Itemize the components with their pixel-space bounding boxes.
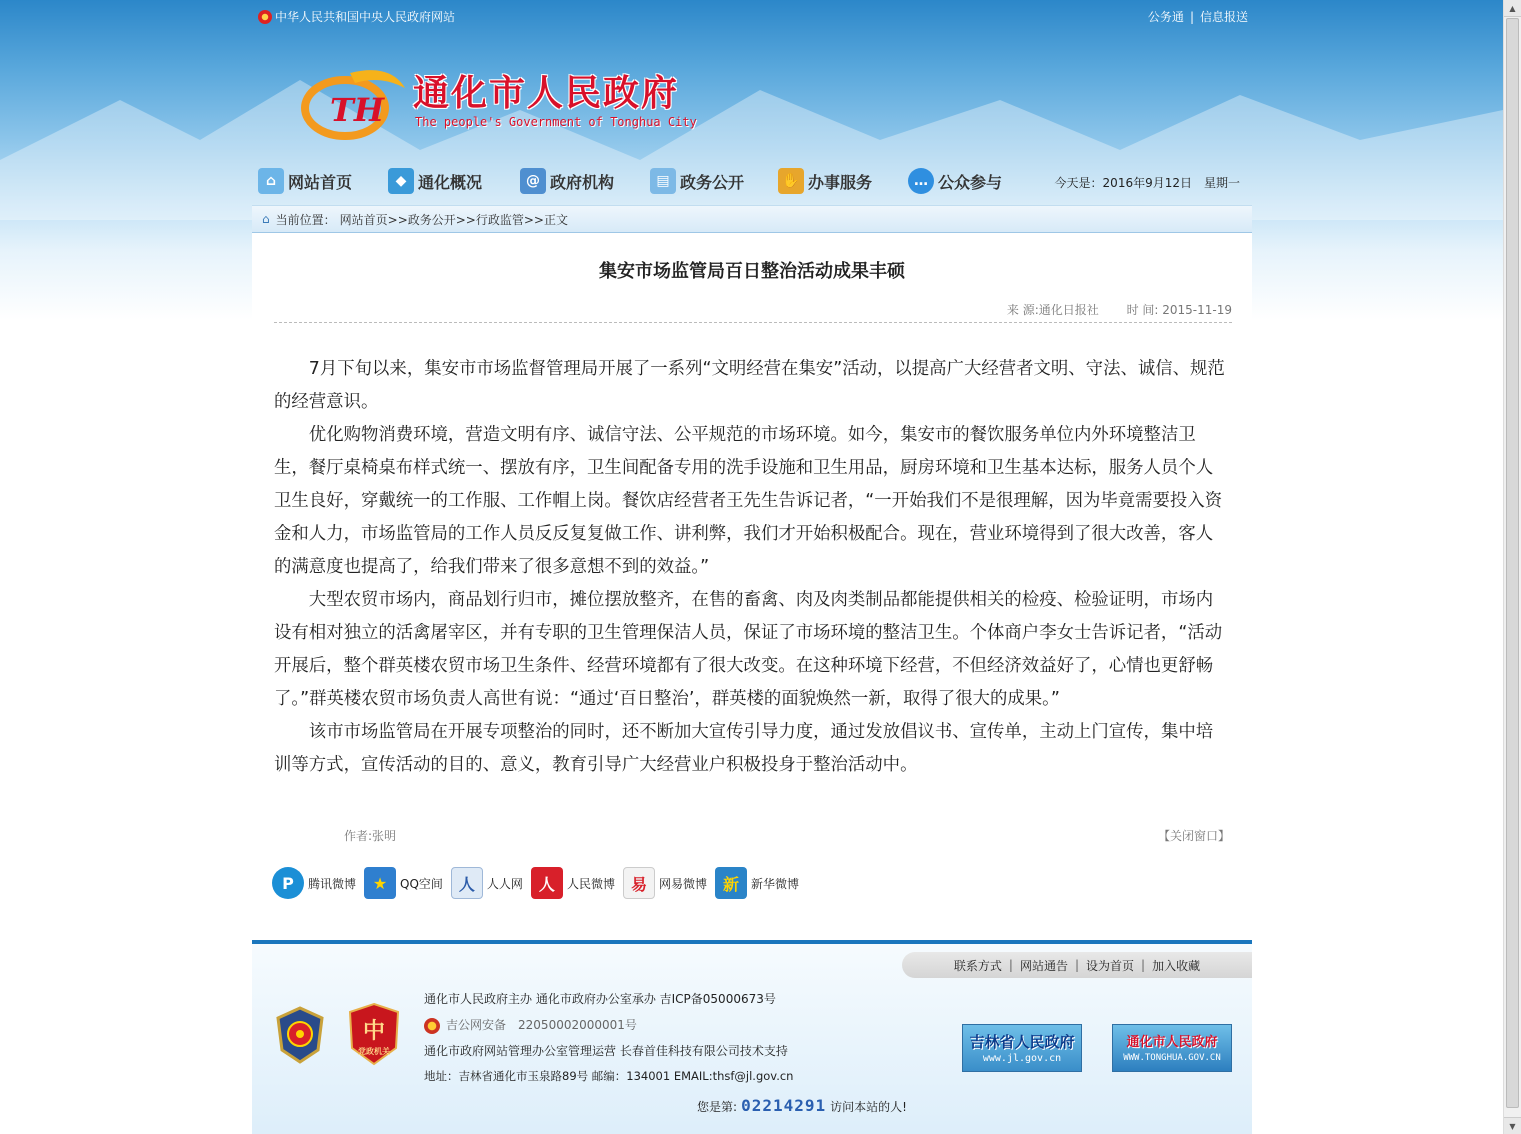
visitor-counter <box>252 1096 1352 1115</box>
nav-item-public-participation[interactable] <box>908 166 1002 196</box>
chat-icon: … <box>908 168 934 194</box>
footer-link-contact[interactable]: 联系方式 <box>953 958 1002 973</box>
vertical-scrollbar[interactable] <box>1503 0 1521 1134</box>
xinhua-weibo-icon: 新 <box>715 867 747 899</box>
nav-item-label: 政府机构 <box>550 172 615 192</box>
article-content <box>252 233 1252 938</box>
share-label: 网易微博 <box>658 876 707 891</box>
footer-link-set-home[interactable]: 设为首页 <box>1086 958 1135 973</box>
jilin-gov-link[interactable] <box>962 1024 1082 1072</box>
party-gov-badge[interactable] <box>348 1002 400 1066</box>
share-label: 人民微博 <box>566 876 615 891</box>
info-submit-link[interactable]: 信息报送 <box>1199 10 1248 24</box>
share-tencent-weibo[interactable] <box>272 867 356 899</box>
home-icon: ⌂ <box>258 168 284 194</box>
top-bar: 中华人民共和国中央人民政府网站 公务通 | 信息报送 <box>258 8 1248 28</box>
visitor-count: 02214291 <box>741 1096 827 1115</box>
article-paragraph: 7月下旬以来，集安市市场监督管理局开展了一系列“文明经营在集安”活动，以提高广大经营者文明、守法、诚信、规范的经营意识。 <box>274 359 1225 412</box>
share-people-weibo[interactable] <box>531 867 615 899</box>
nav-item-overview[interactable] <box>388 166 482 196</box>
footer-link-notice[interactable]: 网站通告 <box>1019 958 1068 973</box>
org-icon: @ <box>520 168 546 194</box>
police-record-number: 22050002000001号 <box>518 1018 637 1032</box>
nav-item-label: 政务公开 <box>680 172 745 192</box>
nav-item-label: 办事服务 <box>808 172 873 192</box>
tonghua-gov-title: 通化市人民政府 <box>1126 1035 1218 1050</box>
svg-text:TH: TH <box>330 91 385 129</box>
article-meta <box>983 301 1232 318</box>
share-renren[interactable] <box>451 867 523 899</box>
main-nav <box>258 166 1248 196</box>
article-paragraph: 优化购物消费环境，营造文明有序、诚信守法、公平规范的市场环境。如今，集安市的餐饮服务单位内外环境整洁卫生，餐厅桌椅桌布样式统一、摆放有序，卫生间配备专用的洗手设施和卫生用品，厨房环境和卫生基本达标，服务人员个人卫生良好，穿戴统一的工作服、工作帽上岗。餐饮店经营者王先生告诉记者，“一开始我们不是很理解，因为毕竟需要投入资金和人力，市场监管局的工作人员反反复复做工作、讲利弊，我们才开始积极配合。现在，营业环境得到了很大改善，客人的满意度也提高了，给我们带来了很多意想不到的效益。” <box>274 425 1223 577</box>
netease-weibo-icon: 易 <box>623 867 655 899</box>
people-weibo-icon: 人 <box>531 867 563 899</box>
breadcrumb-path[interactable]: 网站首页>>政务公开>>行政监管>>正文 <box>339 212 568 227</box>
visitor-suffix: 访问本站的人! <box>830 1100 907 1114</box>
qzone-icon: ★ <box>364 867 396 899</box>
article-author: 作者:张明 <box>344 829 397 843</box>
share-label: 人人网 <box>486 876 523 891</box>
footer-host-info: 通化市人民政府主办 通化市政府办公室承办 吉ICP备05000673号 <box>424 992 776 1006</box>
article-source: 来 源:通化日报社 <box>1006 303 1099 317</box>
party-gov-badge-label: 党政机关 <box>358 1047 390 1056</box>
scroll-down-icon[interactable]: ▼ <box>1504 1117 1521 1134</box>
service-icon: ✋ <box>778 168 804 194</box>
overview-icon: ◆ <box>388 168 414 194</box>
gongwutong-link[interactable]: 公务通 <box>1147 10 1184 24</box>
tonghua-gov-url: WWW.TONGHUA.GOV.CN <box>1123 1053 1221 1063</box>
nav-item-label: 通化概况 <box>418 172 483 192</box>
footer-police-record[interactable] <box>424 1016 637 1034</box>
nav-item-label: 网站首页 <box>288 172 353 192</box>
article-body <box>274 353 1229 782</box>
footer-address: 地址：吉林省通化市玉泉路89号 邮编：134001 EMAIL:thsf@jl.gov.cn <box>424 1069 794 1083</box>
nav-item-services[interactable] <box>778 166 872 196</box>
jilin-gov-url: www.jl.gov.cn <box>982 1053 1062 1064</box>
police-record-icon <box>424 1018 440 1034</box>
police-badge-icon[interactable] <box>274 1006 326 1064</box>
share-xinhua-weibo[interactable] <box>715 867 799 899</box>
article-title: 集安市场监管局百日整治活动成果丰硕 <box>599 261 905 282</box>
footer-links: 联系方式 | 网站通告 | 设为首页 | 加入收藏 <box>902 952 1252 978</box>
visitor-prefix: 您是第: <box>697 1100 738 1114</box>
footer-operator-info: 通化市政府网站管理办公室管理运营 长春首佳科技有限公司技术支持 <box>424 1044 788 1058</box>
logo-title: 通化市人民政府 <box>413 72 680 114</box>
nav-item-gov-affairs[interactable] <box>650 166 744 196</box>
logo-subtitle: The people's Government of Tonghua City <box>415 115 697 129</box>
current-date: 今天是：2016年9月12日 星期一 <box>1054 176 1240 190</box>
svg-text:中: 中 <box>362 1018 386 1044</box>
share-label: QQ空间 <box>400 876 443 891</box>
jilin-gov-title: 吉林省人民政府 <box>969 1033 1075 1051</box>
central-gov-link[interactable]: 中华人民共和国中央人民政府网站 <box>275 10 456 24</box>
nav-item-label: 公众参与 <box>938 172 1003 192</box>
scroll-up-icon[interactable]: ▲ <box>1504 0 1521 17</box>
share-bar <box>272 867 807 899</box>
article-paragraph: 该市市场监管局在开展专项整治的同时，还不断加大宣传引导力度，通过发放倡议书、宣传单，主动上门宣传，集中培训等方式，宣传活动的目的、意义，教育引导广大经营业户积极投身于整治活动中。 <box>274 722 1214 775</box>
breadcrumb-prefix: 当前位置： <box>275 212 336 227</box>
home-icon: ⌂ <box>262 212 270 226</box>
nav-item-organizations[interactable] <box>520 166 614 196</box>
scroll-thumb[interactable] <box>1506 18 1519 1108</box>
tonghua-gov-link[interactable] <box>1112 1024 1232 1072</box>
share-qzone[interactable] <box>364 867 443 899</box>
tencent-weibo-icon: P <box>272 867 304 899</box>
share-label: 新华微博 <box>750 876 799 891</box>
share-label: 腾讯微博 <box>308 876 357 891</box>
police-record-label: 吉公网安备 <box>446 1018 507 1032</box>
divider <box>274 322 1232 323</box>
article-paragraph: 大型农贸市场内，商品划行归市，摊位摆放整齐，在售的畜禽、肉及肉类制品都能提供相关的检疫、检验证明，市场内设有相对独立的活禽屠宰区，并有专职的卫生管理保洁人员，保证了市场环境的整洁卫生。个体商户李女士告诉记者，“活动开展后，整个群英楼农贸市场卫生条件、经营环境都有了很大改变。在这种环境下经营，不但经济效益好了，心情也更舒畅了。”群英楼农贸市场负责人高世有说：“通过‘百日整治’，群英楼的面貌焕然一新，取得了很大的成果。” <box>274 590 1223 709</box>
footer <box>252 940 1252 1134</box>
share-netease-weibo[interactable] <box>623 867 707 899</box>
national-emblem-icon <box>258 10 272 24</box>
nav-item-home[interactable] <box>258 166 352 196</box>
renren-icon: 人 <box>451 867 483 899</box>
footer-link-bookmark[interactable]: 加入收藏 <box>1152 958 1201 973</box>
site-logo[interactable] <box>300 55 720 145</box>
breadcrumb <box>252 205 1252 233</box>
document-icon: ▤ <box>650 168 676 194</box>
close-window-link[interactable]: 【关闭窗口】 <box>1157 829 1230 843</box>
th-logo-icon <box>300 63 410 143</box>
article-time: 时 间: 2015-11-19 <box>1126 303 1232 317</box>
